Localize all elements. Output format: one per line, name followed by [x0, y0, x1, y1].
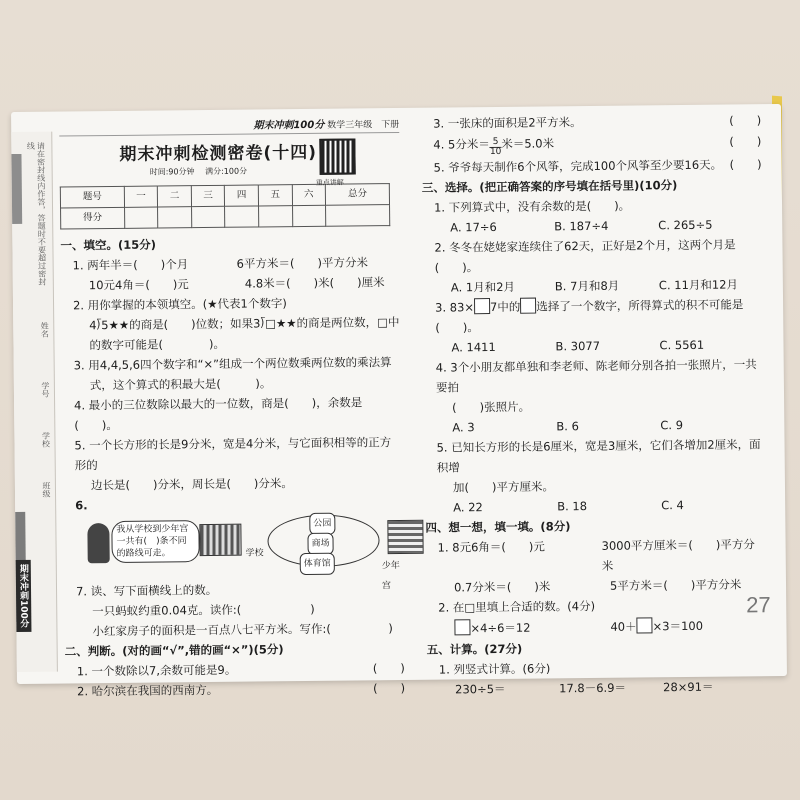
judge-3-answer[interactable]: ( ) — [729, 113, 762, 128]
score-input-cell[interactable] — [158, 207, 192, 228]
calc-problem[interactable]: 17.8－6.9＝ — [559, 680, 627, 696]
q1d[interactable]: 4.8米＝( )米( )厘米 — [244, 275, 385, 291]
judge-2 — [65, 678, 405, 702]
fraction-numerator: 5 — [490, 138, 502, 148]
fill-2-eq-b — [610, 614, 766, 638]
page-number: 27 — [746, 592, 771, 618]
right-column — [421, 110, 767, 700]
score-cell: 一 — [124, 186, 158, 207]
score-cell: 二 — [158, 186, 192, 207]
binding-margin — [11, 132, 58, 672]
spine-brand: 期末冲刺100分 — [16, 560, 32, 632]
section-5-heading: 五、计算。(27分) — [426, 641, 523, 657]
school-building-icon — [199, 524, 241, 556]
qr-code-icon[interactable] — [319, 138, 355, 174]
score-cell: 四 — [225, 185, 259, 206]
score-input-cell[interactable] — [124, 207, 158, 228]
score-input-cell[interactable] — [326, 205, 390, 227]
judge-2-answer[interactable]: ( ) — [373, 680, 406, 696]
question-2-line-b[interactable]: 的数字可能是( )。 — [89, 336, 226, 353]
score-input-cell[interactable] — [292, 205, 326, 226]
time-limit: 时间:90分钟 — [149, 167, 195, 177]
choice-5-line-a: 5. 已知长方形的长是6厘米，宽是3厘米，它们各增加2厘米，面积增 — [436, 437, 761, 475]
question-5-line-a: 5. 一个长方形的长是9分米，宽是4分米，与它面积相等的正方形的 — [74, 435, 392, 473]
exam-meta — [150, 163, 400, 180]
question-2-line-a[interactable]: 4⟌5★★的商是( )位数；如果3⟌□★★的商是两位数，□中 — [89, 314, 400, 333]
score-cell: 总分 — [325, 184, 389, 206]
calc-1-problems — [427, 676, 767, 700]
choice-3 — [423, 294, 763, 338]
choice-3-pre: 3. 83× — [435, 300, 475, 315]
option[interactable]: A. 3 — [452, 420, 475, 435]
judge-5 — [422, 154, 762, 178]
spine-notes: 请在密封线内作答，答题时不要超过密封线 — [26, 141, 47, 286]
score-cell: 三 — [191, 185, 225, 206]
header-subject: 数学三年级 下册 — [327, 119, 400, 131]
score-cell: 题号 — [60, 186, 124, 208]
f1d[interactable]: 5平方米＝( )平方分米 — [609, 577, 742, 593]
option[interactable]: B. 18 — [557, 499, 588, 514]
score-input-cell[interactable] — [225, 206, 259, 227]
judge-5-answer[interactable]: ( ) — [729, 157, 762, 172]
blank-box[interactable] — [520, 298, 536, 314]
judge-2-text: 2. 哈尔滨在我国的西南方。 — [77, 682, 219, 699]
left-column — [59, 118, 405, 702]
judge-4-post: 米＝5.0米 — [501, 136, 555, 151]
option[interactable]: C. 11月和12月 — [658, 277, 739, 293]
f1a[interactable]: 1. 8元6角＝( )元 — [437, 539, 545, 555]
section-3-heading: 三、选择。(把正确答案的序号填在括号里)(10分) — [421, 178, 678, 195]
f1c[interactable]: 0.7分米＝( )米 — [453, 579, 551, 595]
label-youth-palace: 少年宫 — [381, 561, 400, 592]
option[interactable]: B. 7月和8月 — [554, 278, 620, 294]
option[interactable]: B. 6 — [556, 419, 579, 434]
fraction — [490, 138, 502, 157]
qr-label: 重点讲解 — [315, 178, 344, 187]
q1a[interactable]: 1. 两年半＝( )个月 — [72, 257, 189, 273]
label-mall: 商场 — [307, 533, 333, 555]
score-input-cell[interactable] — [259, 206, 293, 227]
spine-gray-strip — [11, 154, 22, 224]
question-3-line-b[interactable]: 式，这个算式的积最大是( )。 — [89, 376, 272, 393]
fill-2-eq-a — [454, 616, 610, 640]
score-table-score-row — [61, 205, 390, 229]
question-7-line-b[interactable]: 小红家房子的面积是一百点八七平方米。写作:( ) — [92, 621, 393, 639]
q1c[interactable]: 10元4角＝( )元 — [88, 277, 189, 293]
judge-4 — [421, 130, 761, 158]
judge-1-answer[interactable]: ( ) — [372, 660, 405, 676]
option[interactable]: A. 1月和2月 — [450, 279, 516, 295]
worksheet-page — [11, 104, 787, 699]
label-school: 学校 — [245, 548, 264, 559]
calc-problem[interactable]: 28×91＝ — [663, 679, 714, 695]
judge-4-answer[interactable]: ( ) — [729, 134, 762, 149]
fill-2-eq-a-text: ×4÷6＝12 — [470, 620, 531, 636]
judge-1-text: 1. 一个数除以7,余数可能是9。 — [76, 662, 237, 679]
score-cell: 得分 — [61, 207, 125, 229]
judge-5-text: 5. 爷爷每天制作6个风筝，完成100个风筝至少要16天。 — [433, 157, 723, 175]
fill-2-eq-b-post: ×3＝100 — [652, 618, 704, 634]
question-6-label: 6. — [75, 498, 88, 513]
label-park: 公园 — [309, 513, 335, 535]
blank-box[interactable] — [454, 619, 470, 635]
score-input-cell[interactable] — [191, 206, 225, 227]
choice-1[interactable]: 1. 下列算式中，没有余数的是( )。 — [433, 198, 631, 215]
fill-2-equations — [426, 614, 766, 640]
option[interactable]: A. 1411 — [451, 339, 496, 355]
fill-2: 2. 在□里填上合适的数。(4分) — [438, 598, 596, 615]
calc-1: 1. 列竖式计算。(6分) — [438, 661, 551, 677]
judge-3-text: 3. 一张床的面积是2平方米。 — [433, 115, 582, 131]
section-1-heading: 一、填空。(15分) — [60, 237, 157, 253]
label-gym: 体育馆 — [300, 553, 335, 575]
section-4-heading: 四、想一想，填一填。(8分) — [425, 519, 571, 535]
option[interactable]: C. 265÷5 — [658, 217, 713, 233]
option[interactable]: A. 22 — [453, 500, 483, 515]
judge-4-pre: 4. 5分米＝ — [433, 137, 490, 152]
spine-field-class: 班级 — [41, 481, 52, 498]
choice-2[interactable]: 2. 冬冬在姥姥家连续住了62天，正好是2个月，这两个月是( )。 — [434, 237, 736, 275]
option[interactable]: C. 4 — [661, 498, 684, 513]
fraction-denominator: 10 — [489, 146, 502, 158]
full-score: 满分:100分 — [205, 166, 248, 177]
youth-palace-icon — [387, 520, 423, 554]
question-4[interactable]: 4. 最小的三位数除以最大的一位数，商是( )，余数是( )。 — [74, 395, 363, 433]
question-3-line-a: 3. 用4,4,5,6四个数字和“×”组成一个两位数乘两位数的乘法算 — [73, 355, 392, 373]
choice-4-line-b[interactable]: ( )张照片。 — [452, 399, 531, 415]
score-cell: 六 — [292, 184, 326, 205]
fill-1-row-2 — [426, 574, 766, 598]
score-cell: 五 — [258, 185, 292, 206]
question-7-line-a[interactable]: 一只蚂蚁约重0.04克。读作:( ) — [92, 601, 315, 619]
f1b[interactable]: 3000平方厘米＝( )平方分米 — [601, 537, 755, 573]
choice-5-line-b[interactable]: 加( )平方厘米。 — [452, 479, 555, 495]
choice-4-line-a: 4. 3个小朋友都单独和李老师、陈老师分别各拍一张照片，一共要拍 — [435, 357, 757, 395]
choice-3-post[interactable]: 选择了一个数字，所得算式的积不可能是( )。 — [435, 297, 744, 335]
choice-3-mid: 7中的 — [489, 299, 521, 315]
page-title: 期末冲刺检测密卷(十四) — [119, 142, 318, 165]
blank-box[interactable] — [474, 298, 490, 314]
spine-field-number: 学号 — [40, 381, 51, 398]
question-1-row-2 — [61, 272, 401, 296]
child-figure-icon — [87, 523, 109, 563]
blank-box[interactable] — [636, 617, 652, 633]
calc-problem[interactable]: 230÷5＝ — [455, 681, 506, 697]
fill-2-eq-b-pre: 40＋ — [610, 619, 637, 634]
option[interactable]: C. 9 — [660, 418, 684, 433]
spine-field-name: 姓名 — [40, 321, 50, 338]
section-2-heading: 二、判断。(对的画“√”,错的画“×”)(5分) — [64, 642, 284, 659]
question-5-line-b[interactable]: 边长是( )分米，周长是( )分米。 — [90, 476, 293, 493]
option[interactable]: A. 17÷6 — [450, 219, 497, 235]
option[interactable]: B. 187÷4 — [554, 218, 609, 234]
page-header — [59, 118, 399, 137]
question-2: 2. 用你掌握的本领填空。(★代表1个数字) — [72, 296, 287, 313]
option[interactable]: C. 5561 — [659, 337, 705, 353]
question-7: 7. 读、写下面横线上的数。 — [75, 582, 218, 599]
spine-field-school: 学校 — [41, 431, 51, 448]
speech-bubble[interactable]: 我从学校到少年宫一共有( )条不同的路线可走。 — [111, 520, 199, 563]
fill-1-row-1 — [426, 534, 766, 578]
q1b[interactable]: 6平方米＝( )平方分米 — [236, 255, 368, 271]
header-brand: 期末冲刺100分 — [253, 119, 325, 132]
option[interactable]: B. 3077 — [555, 338, 601, 354]
choice-5-options — [425, 494, 765, 518]
